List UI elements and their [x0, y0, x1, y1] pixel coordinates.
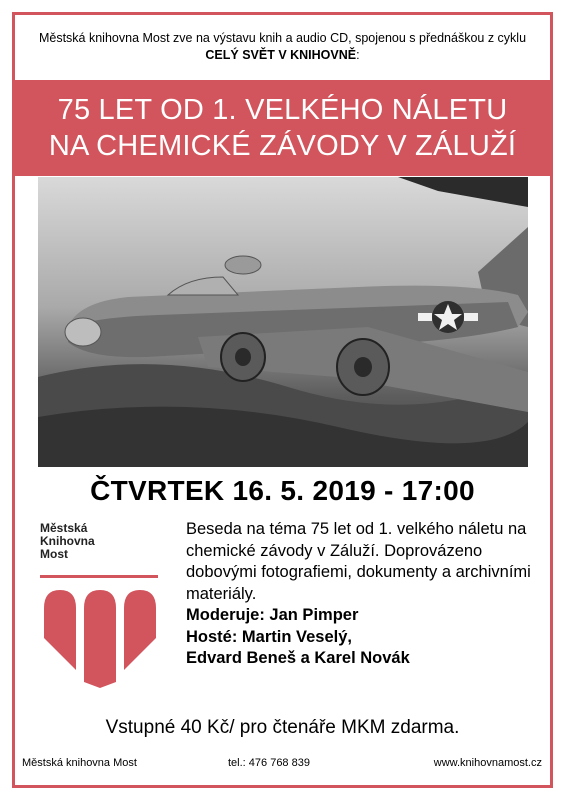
description-text: Beseda na téma 75 let od 1. velkého náletu na chemické závody v Záluží. Doprovázeno dobovými fotografiemi, dokumenty a archivními materiály.	[186, 520, 531, 603]
series-title: CELÝ SVĚT V KNIHOVNĚ	[205, 48, 357, 62]
footer-org: Městská knihovna Most	[22, 757, 137, 769]
moderator: Moderuje: Jan Pimper	[186, 606, 359, 624]
logo-line-2: Knihovna	[40, 534, 95, 548]
logo-line-1: Městská	[40, 521, 88, 535]
guests-line-1: Hosté: Martin Veselý,	[186, 627, 352, 646]
series-colon: :	[356, 48, 360, 62]
event-description	[186, 519, 536, 670]
event-datetime: ČTVRTEK 16. 5. 2019 - 17:00	[90, 475, 475, 506]
footer-phone: tel.: 476 768 839	[228, 757, 310, 769]
logo-divider	[40, 575, 158, 578]
bomber-aircraft-illustration	[38, 177, 528, 467]
title-line-2: NA CHEMICKÉ ZÁVODY V ZÁLUŽÍ	[48, 130, 517, 162]
intro-text	[15, 30, 550, 64]
entry-fee: Vstupné 40 Kč/ pro čtenáře MKM zdarma.	[105, 717, 460, 738]
logo-line-3: Most	[40, 547, 68, 561]
title-banner	[12, 80, 553, 176]
library-logo	[40, 522, 160, 692]
title-line-1: 75 LET OD 1. VELKÉHO NÁLETU	[57, 94, 508, 126]
series-name	[15, 47, 550, 64]
heart-icon	[40, 588, 160, 688]
bomber-photo	[38, 177, 528, 467]
logo-text	[40, 522, 160, 561]
guests-line-2: Edvard Beneš a Karel Novák	[186, 649, 410, 667]
intro-line: Městská knihovna Most zve na výstavu knih a audio CD, spojenou s přednáškou z cyklu	[38, 31, 527, 45]
footer-web[interactable]: www.knihovnamost.cz	[433, 757, 542, 769]
